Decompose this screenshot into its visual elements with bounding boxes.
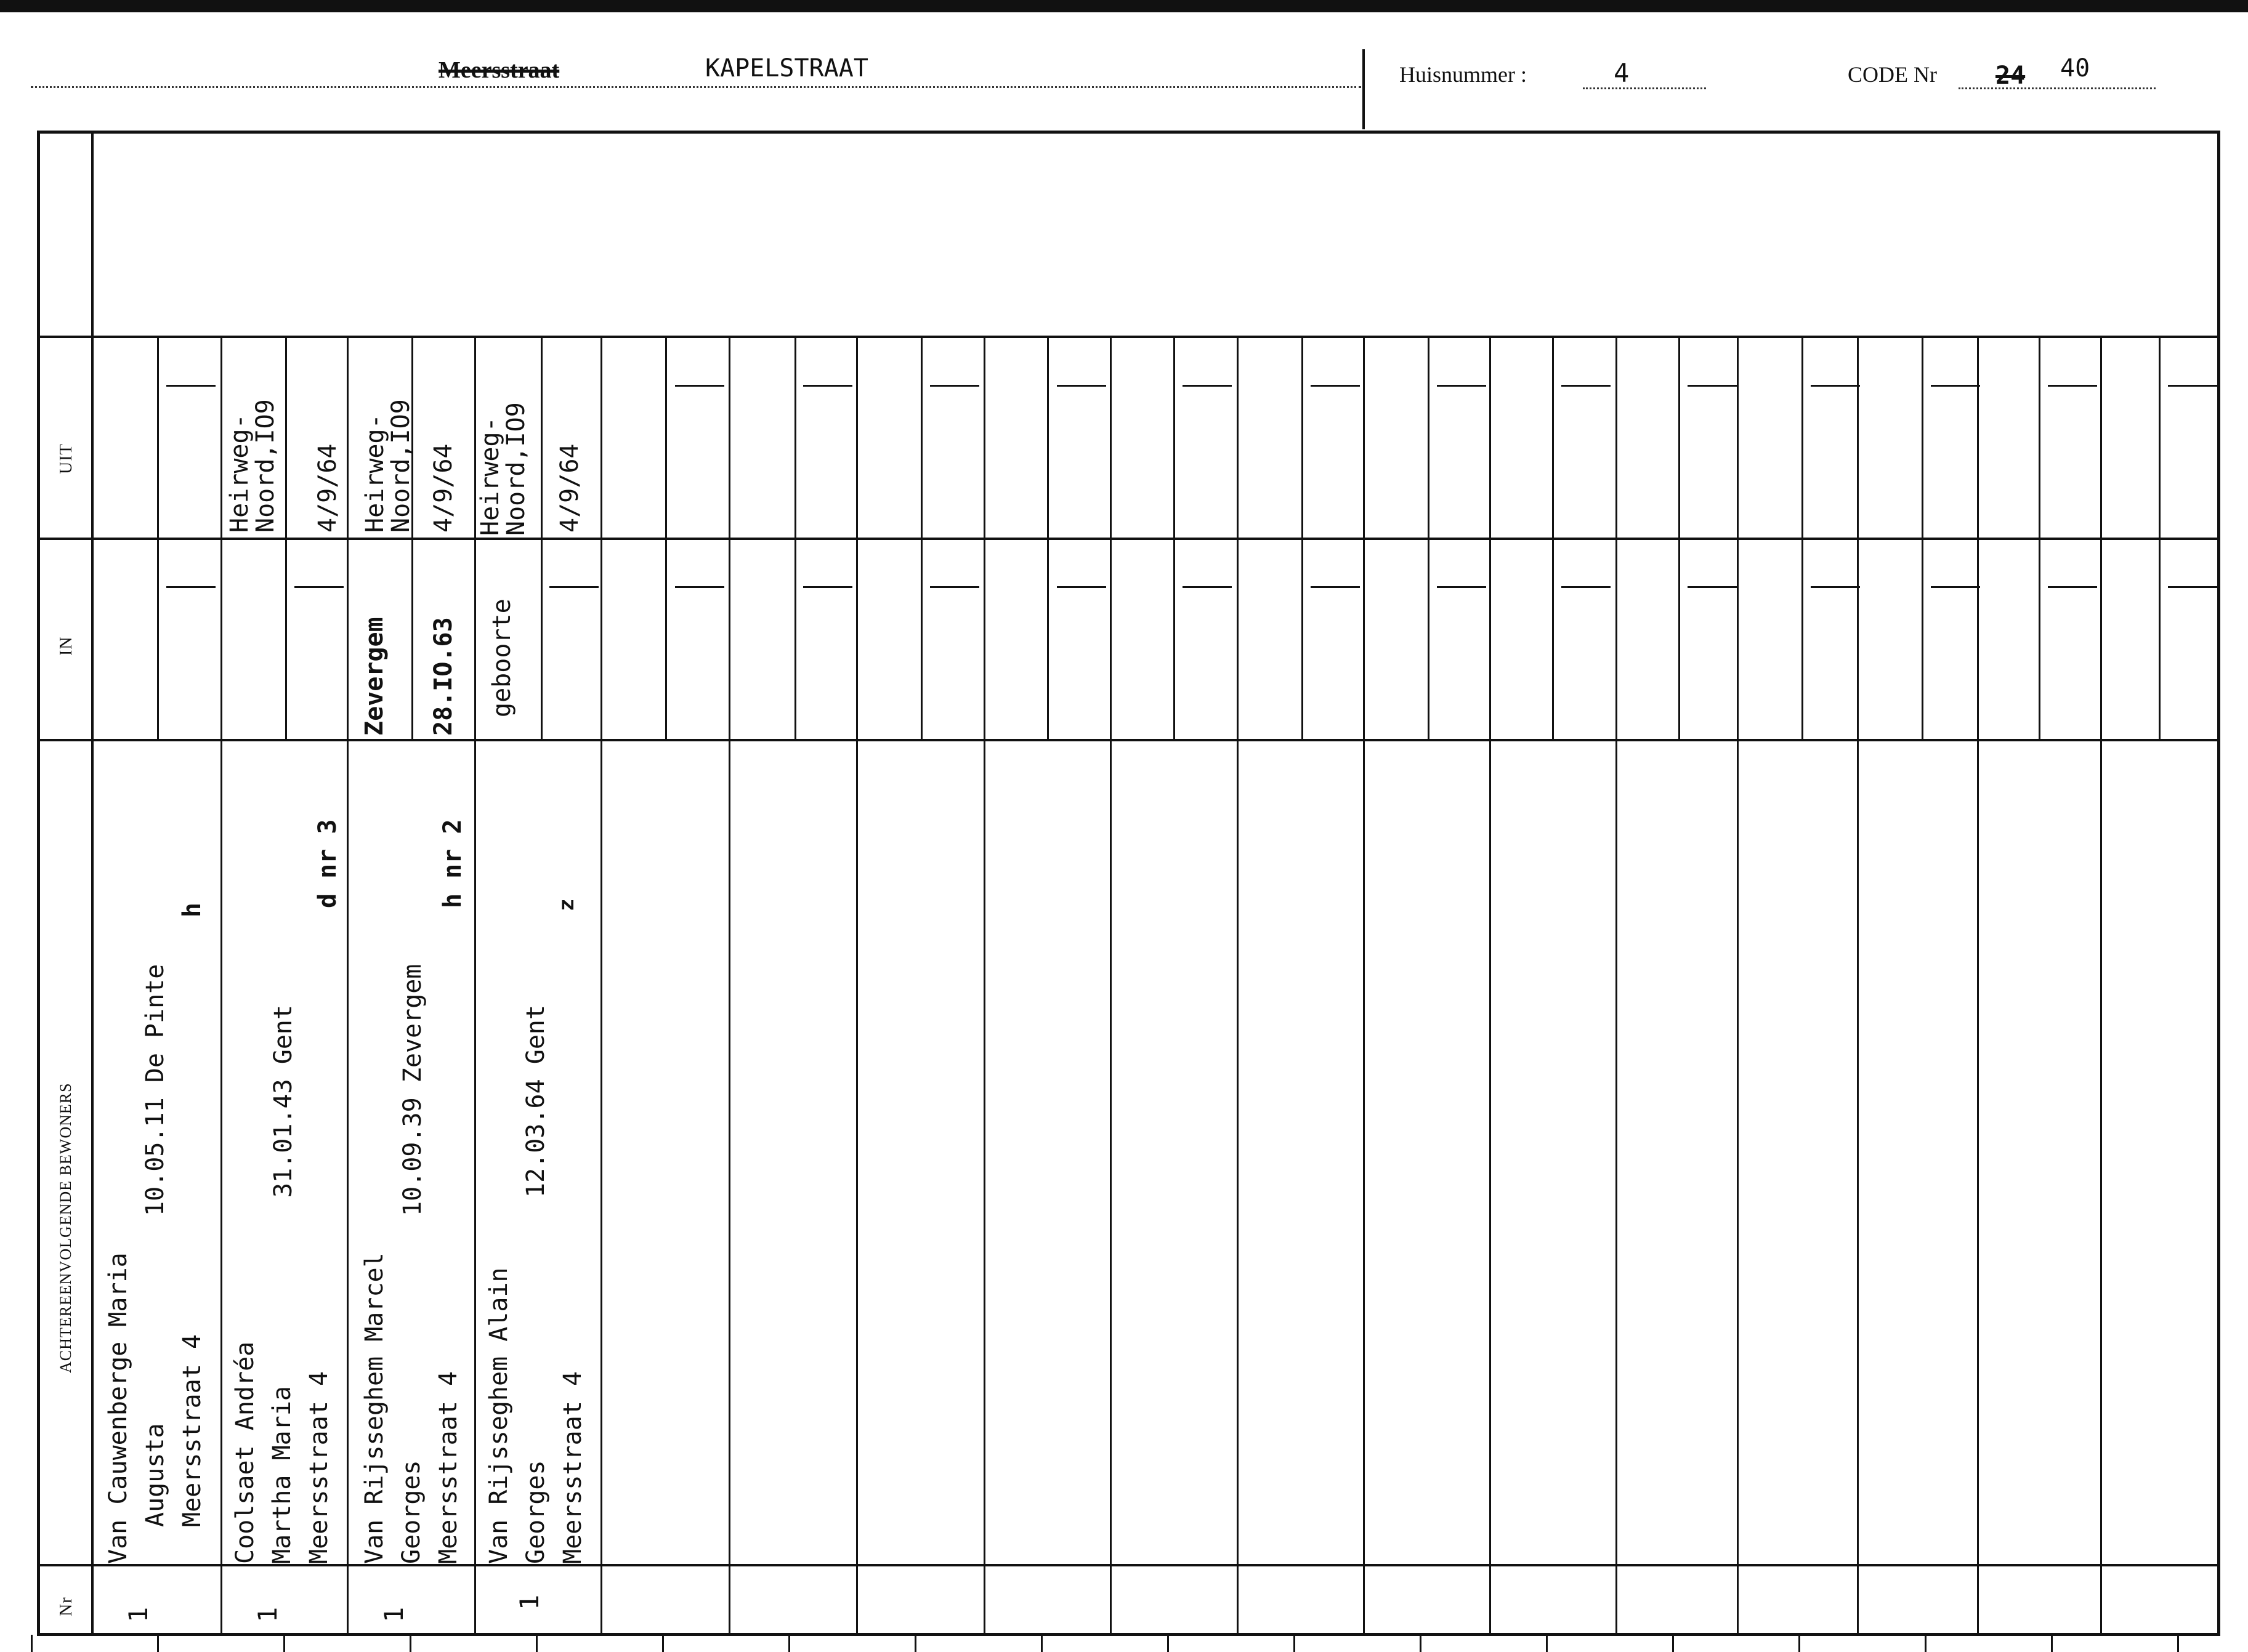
resident-3-birth: 10.09.39 Zevergem: [398, 964, 427, 1216]
empty-uit-dash: [1183, 385, 1232, 387]
resident-1-birth: 10.05.11 De Pinte: [141, 964, 169, 1216]
column-divider: [1977, 336, 1979, 1635]
bottom-tick: [1293, 1635, 1295, 1652]
resident-4-line3: Meersstraat 4: [559, 1371, 587, 1564]
column-divider: [1363, 336, 1365, 1635]
code-label: CODE Nr: [1848, 62, 1937, 87]
bottom-tick: [1672, 1635, 1674, 1652]
house-number-label: Huisnummer :: [1399, 62, 1527, 87]
empty-uit-dash: [1688, 385, 1737, 387]
subcolumn-divider: [285, 336, 287, 739]
empty-in-dash: [1183, 586, 1232, 588]
bottom-tick: [1167, 1635, 1169, 1652]
resident-3-line2: Georges: [397, 1460, 426, 1564]
resident-2-uit-date: 4/9/64: [313, 443, 342, 533]
empty-in-dash: [803, 586, 852, 588]
resident-4-uit-date: 4/9/64: [556, 443, 584, 533]
empty-uit-dash: [1311, 385, 1360, 387]
resident-2-line3: Meersstraat 4: [305, 1371, 333, 1564]
resident-3-uit-place: Heirweg- Noord,IO9: [361, 399, 415, 533]
subcolumn-divider: [541, 336, 543, 739]
street-dotted-line: [31, 86, 1361, 88]
bottom-tick: [662, 1635, 664, 1652]
column-divider: [1615, 336, 1617, 1635]
bottom-tick: [31, 1635, 33, 1652]
resident-3-nr: 1: [379, 1606, 409, 1622]
resident-4-text: [480, 1267, 591, 1564]
empty-in-dash: [1688, 586, 1737, 588]
empty-in-dash: [675, 586, 724, 588]
subcolumn-divider: [921, 336, 923, 739]
resident-1-line2: Augusta: [141, 1423, 169, 1527]
column-divider: [220, 336, 222, 1635]
code-old: 24: [1995, 62, 2026, 90]
uit-row-top: [37, 336, 2220, 338]
resident-1-line3: Meersstraat 4: [178, 1334, 206, 1527]
empty-uit-dash: [1561, 385, 1611, 387]
empty-in-dash: [166, 586, 216, 588]
bottom-tick: [1925, 1635, 1927, 1652]
resident-3-in-place: Zevergem: [360, 617, 389, 736]
nr-row-top: [37, 1564, 2220, 1566]
bottom-tick: [1041, 1635, 1043, 1652]
subcolumn-divider: [1428, 336, 1429, 739]
bottom-tick: [788, 1635, 790, 1652]
column-divider: [600, 336, 602, 1635]
bottom-tick: [283, 1635, 285, 1652]
resident-3-in-date: 28.IO.63: [429, 617, 458, 736]
empty-in-dash: [294, 586, 344, 588]
resident-4-line2: Georges: [522, 1460, 550, 1564]
label-in: IN: [57, 636, 76, 656]
house-number-dotted-line: [1583, 87, 1706, 89]
resident-4-birth: 12.03.64 Gent: [522, 1004, 550, 1198]
resident-1-nr: 1: [123, 1606, 153, 1622]
subcolumn-divider: [2159, 336, 2161, 739]
bottom-tick: [536, 1635, 538, 1652]
column-divider: [347, 336, 349, 1635]
empty-uit-dash: [1811, 385, 1860, 387]
bottom-tick: [1420, 1635, 1421, 1652]
subcolumn-divider: [1047, 336, 1049, 739]
empty-in-dash: [1931, 586, 1980, 588]
column-divider: [984, 336, 985, 1635]
subcolumn-divider: [2039, 336, 2040, 739]
empty-uit-dash: [1057, 385, 1106, 387]
street-new: KAPELSTRAAT: [705, 54, 868, 83]
table-right-border: [2217, 131, 2220, 1636]
resident-1-mark: h: [178, 902, 206, 917]
street-old: Meersstraat: [439, 57, 560, 83]
subcolumn-divider: [1301, 336, 1303, 739]
empty-uit-dash: [1931, 385, 1980, 387]
resident-4-name: Van Rijsseghem Alain: [485, 1267, 513, 1564]
code-new: 40: [2060, 54, 2090, 83]
resident-4-in-place: geboorte: [488, 598, 516, 717]
empty-in-dash: [1311, 586, 1360, 588]
resident-2-uit-place: Heirweg- Noord,IO9: [225, 399, 280, 533]
resident-3-mark: h nr 2: [439, 819, 467, 908]
subcolumn-divider: [1552, 336, 1554, 739]
resident-3-text: [356, 1252, 467, 1564]
column-divider: [1237, 336, 1239, 1635]
resident-4-mark: z: [554, 898, 579, 911]
resident-2-birth: 31.01.43 Gent: [269, 1004, 297, 1198]
subcolumn-divider: [411, 336, 413, 739]
bottom-tick: [2051, 1635, 2053, 1652]
subcolumn-divider: [1801, 336, 1803, 739]
empty-uit-dash: [803, 385, 852, 387]
resident-4-nr: 1: [514, 1594, 544, 1610]
in-row-top: [37, 538, 2220, 540]
empty-in-dash: [549, 586, 599, 588]
empty-in-dash: [2048, 586, 2097, 588]
bottom-tick: [2177, 1635, 2179, 1652]
bottom-tick: [1546, 1635, 1548, 1652]
subcolumn-divider: [1678, 336, 1680, 739]
residents-row-top: [37, 739, 2220, 741]
column-divider: [1857, 336, 1859, 1635]
bottom-tick: [1798, 1635, 1800, 1652]
table-top-border: [37, 131, 2220, 134]
empty-uit-dash: [2168, 385, 2217, 387]
column-divider: [856, 336, 858, 1635]
resident-1-name: Van Cauwenberge Maria: [104, 1252, 132, 1564]
subcolumn-divider: [665, 336, 667, 739]
empty-uit-dash: [166, 385, 216, 387]
column-divider: [2100, 336, 2102, 1635]
code-dotted-line: [1959, 87, 2156, 89]
bottom-tick: [410, 1635, 411, 1652]
subcolumn-divider: [157, 336, 159, 739]
empty-in-dash: [1437, 586, 1486, 588]
scan-top-edge: [0, 0, 2248, 12]
resident-2-mark: d nr 3: [313, 819, 342, 908]
label-nr: Nr: [57, 1597, 76, 1616]
empty-uit-dash: [2048, 385, 2097, 387]
label-column-divider: [91, 131, 94, 1636]
table-left-border: [37, 131, 40, 1636]
house-number: 4: [1614, 58, 1630, 88]
resident-2-name: Coolsaet Andréa: [231, 1341, 259, 1564]
empty-in-dash: [1561, 586, 1611, 588]
empty-uit-dash: [1437, 385, 1486, 387]
bottom-tick: [915, 1635, 916, 1652]
empty-uit-dash: [930, 385, 979, 387]
table-bottom-border: [37, 1633, 2220, 1636]
bottom-tick: [157, 1635, 159, 1652]
column-divider: [1737, 336, 1739, 1635]
empty-in-dash: [930, 586, 979, 588]
header-divider: [1362, 49, 1365, 129]
empty-uit-dash: [675, 385, 724, 387]
subcolumn-divider: [1173, 336, 1175, 739]
resident-2-line2: Martha Maria: [268, 1386, 296, 1564]
subcolumn-divider: [1922, 336, 1923, 739]
column-divider: [1110, 336, 1112, 1635]
column-divider: [1489, 336, 1491, 1635]
resident-4-uit-place: Heirweg- Noord,IO9: [476, 402, 530, 536]
label-uit: UIT: [57, 443, 76, 474]
label-residents: ACHTEREENVOLGENDE BEWONERS: [57, 1082, 75, 1373]
resident-3-name: Van Rijsseghem Marcel: [360, 1252, 389, 1564]
resident-3-uit-date: 4/9/64: [429, 443, 458, 533]
resident-2-nr: 1: [253, 1606, 283, 1622]
resident-3-line3: Meersstraat 4: [434, 1371, 463, 1564]
empty-in-dash: [1057, 586, 1106, 588]
empty-in-dash: [1811, 586, 1860, 588]
subcolumn-divider: [794, 336, 796, 739]
column-divider: [729, 336, 730, 1635]
resident-2-text: [227, 1342, 338, 1564]
empty-in-dash: [2168, 586, 2217, 588]
